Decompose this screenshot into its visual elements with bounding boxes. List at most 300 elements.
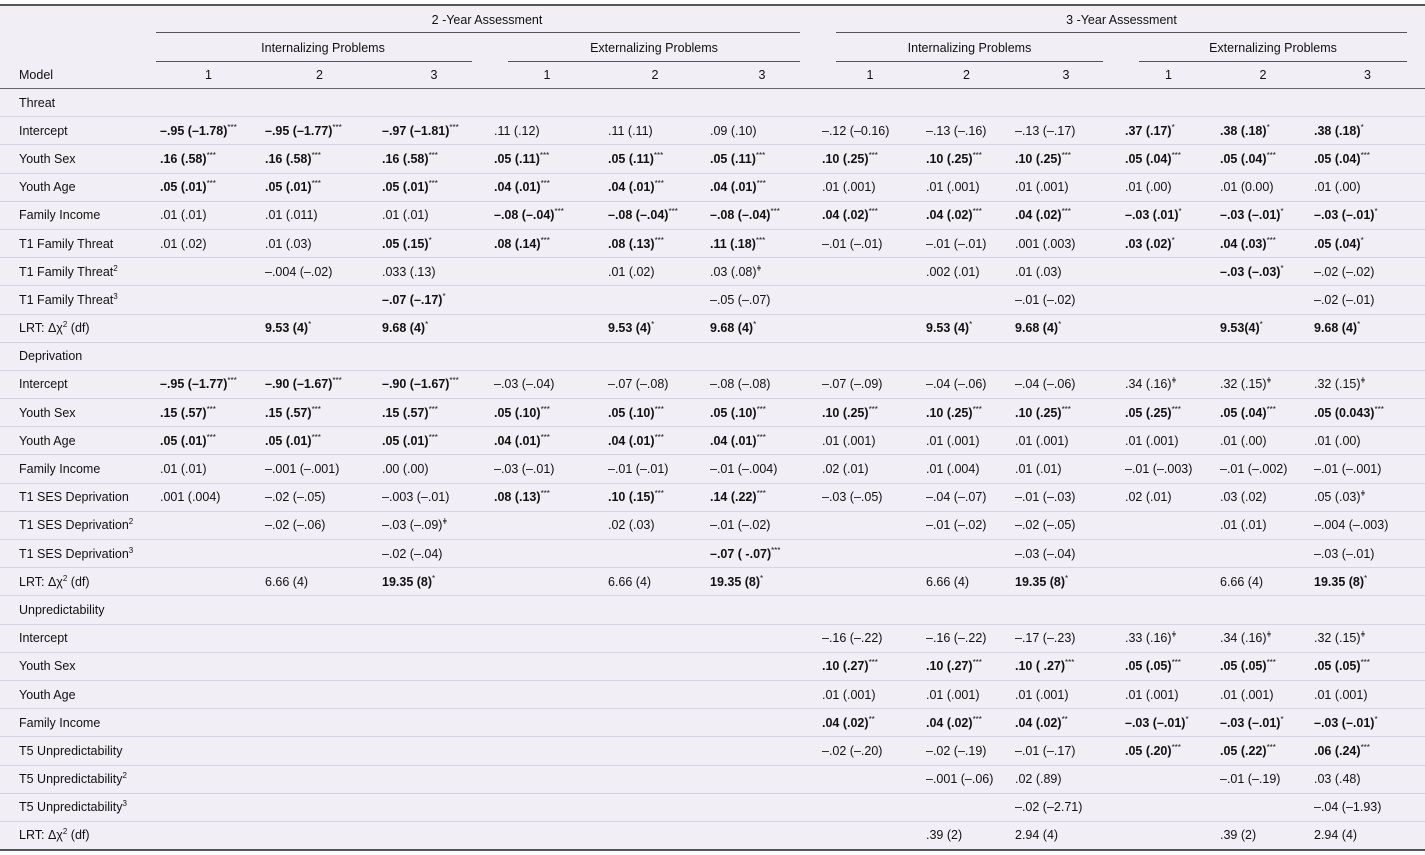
table-cell: [378, 314, 490, 342]
table-cell: [261, 624, 378, 652]
cell-value: –.90 (–1.67): [382, 377, 450, 392]
row-label: [0, 314, 156, 342]
row-label-text: T1 SES Deprivation: [19, 518, 129, 533]
table-cell: [604, 314, 706, 342]
cell-value: .01 (.001): [926, 687, 980, 702]
cell-value: 9.53 (4): [608, 321, 652, 336]
table-cell: [706, 455, 818, 483]
row-label-superscript: 2: [122, 771, 127, 781]
cell-value: –.95 (–1.77): [265, 123, 333, 138]
significance-marker: *: [1266, 122, 1270, 132]
table-cell: [156, 286, 261, 314]
significance-marker: ǂ: [756, 263, 762, 273]
table-cell: [1121, 709, 1216, 737]
table-cell: [706, 314, 818, 342]
table-cell: [1216, 652, 1310, 680]
table-cell: [261, 765, 378, 793]
table-cell: [261, 258, 378, 286]
table-cell: [1310, 483, 1425, 511]
cell-value: –.02 (–.06): [265, 518, 326, 533]
significance-marker: **: [1061, 714, 1068, 724]
table-cell: [378, 201, 490, 229]
row-label-text: T1 Family Threat: [19, 292, 114, 307]
table-cell: [818, 540, 922, 568]
table-cell: [706, 511, 818, 539]
table-cell: [490, 652, 604, 680]
cell-value: 19.35 (8): [1314, 574, 1365, 589]
table-cell: [156, 821, 261, 850]
table-cell: [706, 258, 818, 286]
significance-marker: ***: [540, 404, 550, 414]
row-label-text: Family Income: [19, 462, 101, 477]
cell-value: .04 (.01): [494, 180, 541, 195]
table-cell: [1216, 201, 1310, 229]
cell-value: –.03 (–.01): [1314, 715, 1375, 730]
cell-value: –.01 (–.004): [710, 462, 778, 477]
cell-value: –.07 ( -.07): [710, 546, 772, 561]
cell-value: .04 (.02): [822, 715, 869, 730]
table-cell: [818, 173, 922, 201]
cell-value: .05 (0.043): [1314, 405, 1375, 420]
table-cell: [1121, 399, 1216, 427]
cell-value: .02 (.01): [1125, 490, 1172, 505]
cell-value: 6.66 (4): [608, 574, 652, 589]
table-cell: [156, 455, 261, 483]
table-cell: [706, 427, 818, 455]
cell-value: –.01 (–.01): [926, 236, 987, 251]
significance-marker: *: [1185, 714, 1189, 724]
table-cell: [818, 427, 922, 455]
table-cell: [1216, 229, 1310, 257]
cell-value: .00 (.00): [382, 462, 429, 477]
table-cell: [261, 483, 378, 511]
cell-value: .01 (.03): [265, 236, 312, 251]
significance-marker: ***: [771, 545, 781, 555]
table-cell: [490, 399, 604, 427]
cell-value: –.08 (–.04): [710, 208, 771, 223]
table-cell: [604, 624, 706, 652]
significance-marker: ***: [770, 207, 780, 217]
table-cell: [1011, 286, 1121, 314]
row-label: [0, 483, 156, 511]
significance-marker: ***: [1266, 235, 1276, 245]
cell-value: .32 (.15): [1314, 631, 1361, 646]
significance-marker: ***: [311, 432, 321, 442]
significance-marker: ǂ: [1171, 630, 1177, 640]
cell-value: 19.35 (8): [710, 574, 761, 589]
table-row: [0, 737, 1425, 765]
table-cell: [818, 117, 922, 145]
significance-marker: ***: [1360, 150, 1370, 160]
table-cell: [604, 793, 706, 821]
header-model-number: 2: [261, 62, 378, 89]
cell-value: .05 (.04): [1220, 405, 1267, 420]
significance-marker: ***: [206, 404, 216, 414]
cell-value: .08 (.14): [494, 236, 541, 251]
table-cell: [818, 652, 922, 680]
table-cell: [156, 737, 261, 765]
significance-marker: ***: [428, 150, 438, 160]
table-cell: [604, 427, 706, 455]
table-row: [0, 258, 1425, 286]
table-cell: [1121, 455, 1216, 483]
table-cell: [490, 229, 604, 257]
cell-value: .01 (.03): [1015, 264, 1062, 279]
table-row: [0, 399, 1425, 427]
cell-value: –.13 (–.17): [1015, 123, 1076, 138]
table-cell: [378, 511, 490, 539]
cell-value: .05 (.01): [382, 433, 429, 448]
cell-value: –.07 (–.09): [822, 377, 883, 392]
table-cell: [1310, 427, 1425, 455]
table-cell: [261, 117, 378, 145]
significance-marker: ***: [1171, 404, 1181, 414]
cell-value: .05 (.04): [1314, 151, 1361, 166]
table-cell: [1011, 229, 1121, 257]
table-cell: [1011, 483, 1121, 511]
table-cell: [1121, 483, 1216, 511]
table-cell: [604, 737, 706, 765]
table-cell: [490, 455, 604, 483]
table-cell: [490, 117, 604, 145]
row-label-superscript: 2: [128, 517, 134, 527]
significance-marker: ***: [868, 658, 878, 668]
cell-value: .02 (.89): [1015, 772, 1062, 787]
cell-value: .10 (.27): [822, 659, 869, 674]
cell-value: .04 (.02): [1015, 715, 1062, 730]
table-cell: [706, 652, 818, 680]
header-model-number: 1: [1121, 62, 1216, 89]
cell-value: –.02 (–.19): [926, 743, 987, 758]
cell-value: –.03 (–.01): [494, 462, 555, 477]
significance-marker: ***: [654, 235, 664, 245]
cell-value: .01 (0.00): [1220, 180, 1274, 195]
table-cell: [818, 568, 922, 596]
table-cell: [378, 821, 490, 850]
table-cell: [261, 455, 378, 483]
section-row: [0, 89, 1425, 117]
table-cell: [490, 624, 604, 652]
table-cell: [1310, 229, 1425, 257]
header-model-label: Model: [0, 62, 156, 89]
cell-value: .05 (.10): [608, 405, 655, 420]
cell-value: –.01 (–.01): [822, 236, 883, 251]
cell-value: –.01 (–.03): [1015, 490, 1076, 505]
header-3y-externalizing: Externalizing Problems: [1121, 33, 1425, 62]
table-cell: [604, 709, 706, 737]
table-cell: [604, 652, 706, 680]
table-cell: [1310, 793, 1425, 821]
cell-value: .05 (.20): [1125, 743, 1172, 758]
cell-value: –.001 (–.001): [265, 462, 340, 477]
cell-value: .08 (.13): [608, 236, 655, 251]
table-cell: [261, 286, 378, 314]
cell-value: .05 (.01): [160, 433, 207, 448]
significance-marker: ***: [1171, 658, 1181, 668]
table-cell: [604, 483, 706, 511]
cell-value: .01 (.02): [608, 264, 655, 279]
table-cell: [156, 229, 261, 257]
significance-marker: ***: [1374, 404, 1384, 414]
row-label-text: Intercept: [19, 123, 68, 138]
table-header: [0, 5, 1425, 89]
significance-marker: *: [1374, 714, 1378, 724]
table-row: [0, 145, 1425, 173]
row-label: [0, 455, 156, 483]
cell-value: 9.68 (4): [1314, 321, 1358, 336]
cell-value: .01 (.01): [382, 208, 429, 223]
table-cell: [604, 455, 706, 483]
table-cell: [1310, 455, 1425, 483]
cell-value: –.02 (–.05): [1015, 518, 1076, 533]
table-cell: [818, 370, 922, 398]
table-row: [0, 314, 1425, 342]
table-cell: [706, 568, 818, 596]
table-cell: [1121, 624, 1216, 652]
table-cell: [922, 258, 1011, 286]
table-cell: [1310, 624, 1425, 652]
table-row: [0, 821, 1425, 850]
row-label: [0, 286, 156, 314]
cell-value: .02 (.03): [608, 518, 655, 533]
significance-marker: ***: [755, 150, 766, 160]
table-cell: [818, 286, 922, 314]
cell-value: .03 (.02): [1125, 236, 1172, 251]
table-cell: [706, 793, 818, 821]
cell-value: –.02 (–.04): [382, 546, 443, 561]
row-label-text: LRT: Δχ: [19, 828, 63, 843]
significance-marker: ***: [311, 150, 321, 160]
table-cell: [378, 117, 490, 145]
header-2-year: 2 -Year Assessment: [156, 5, 818, 33]
significance-marker: ***: [868, 150, 878, 160]
significance-marker: ǂ: [1360, 376, 1366, 386]
table-cell: [604, 399, 706, 427]
row-label: [0, 737, 156, 765]
cell-value: –.004 (–.02): [265, 264, 333, 279]
cell-value: .01 (.00): [1220, 433, 1267, 448]
table-cell: [922, 511, 1011, 539]
cell-value: .01 (.001): [926, 433, 980, 448]
row-label-tail: (df): [67, 574, 90, 589]
cell-value: .05 (.22): [1220, 743, 1267, 758]
table-cell: [490, 173, 604, 201]
table-cell: [604, 173, 706, 201]
cell-value: .34 (.16): [1220, 631, 1267, 646]
significance-marker: ***: [1171, 742, 1181, 752]
cell-value: .03 (.02): [1220, 490, 1267, 505]
cell-value: .10 ( .27): [1015, 659, 1066, 674]
table-cell: [604, 117, 706, 145]
table-cell: [1216, 117, 1310, 145]
cell-value: .04 (.02): [926, 715, 973, 730]
row-label: [0, 821, 156, 850]
table-cell: [1121, 286, 1216, 314]
cell-value: –.01 (–.01): [608, 462, 669, 477]
table-cell: [261, 399, 378, 427]
table-cell: [818, 680, 922, 708]
table-cell: [378, 737, 490, 765]
table-cell: [1121, 427, 1216, 455]
table-cell: [706, 201, 818, 229]
row-label-superscript: 3: [122, 799, 127, 809]
significance-marker: *: [1178, 207, 1182, 217]
row-label-text: Youth Sex: [19, 151, 76, 166]
table-cell: [1011, 540, 1121, 568]
cell-value: –.05 (–.07): [710, 292, 771, 307]
table-cell: [1011, 145, 1121, 173]
table-cell: [261, 511, 378, 539]
header-model-number: 3: [706, 62, 818, 89]
table-cell: [706, 173, 818, 201]
header-blank: [0, 5, 156, 33]
table-cell: [1121, 737, 1216, 765]
table-cell: [378, 258, 490, 286]
table-cell: [490, 765, 604, 793]
significance-marker: ***: [868, 207, 878, 217]
header-blank-2: [0, 33, 156, 62]
cell-value: .37 (.17): [1125, 123, 1172, 138]
table-row: [0, 286, 1425, 314]
table-cell: [1310, 201, 1425, 229]
cell-value: .10 (.25): [926, 151, 973, 166]
table-cell: [490, 737, 604, 765]
cell-value: .02 (.01): [822, 462, 869, 477]
table-cell: [156, 765, 261, 793]
significance-marker: ***: [654, 179, 664, 189]
cell-value: 9.53 (4): [926, 321, 970, 336]
table-cell: [261, 680, 378, 708]
row-label-text: Youth Sex: [19, 659, 76, 674]
table-cell: [378, 680, 490, 708]
significance-marker: ***: [539, 150, 550, 160]
table-cell: [261, 821, 378, 850]
row-label-text: LRT: Δχ: [19, 574, 63, 589]
cell-value: 9.68 (4): [382, 321, 426, 336]
table-cell: [818, 793, 922, 821]
significance-marker: *: [1171, 122, 1175, 132]
table-cell: [922, 765, 1011, 793]
cell-value: .04 (.01): [608, 180, 655, 195]
cell-value: .05 (.01): [265, 433, 312, 448]
table-cell: [1310, 314, 1425, 342]
cell-value: –.02 (–.20): [822, 743, 883, 758]
cell-value: .16 (.58): [160, 151, 207, 166]
cell-value: .05 (.01): [382, 180, 429, 195]
significance-marker: *: [1280, 207, 1284, 217]
cell-value: –.01 (–.002): [1220, 462, 1288, 477]
significance-marker: ***: [540, 179, 550, 189]
cell-value: –.12 (–0.16): [822, 123, 890, 138]
significance-marker: *: [425, 320, 429, 330]
significance-marker: *: [760, 573, 764, 583]
cell-value: .04 (.01): [608, 433, 655, 448]
table-cell: [1216, 145, 1310, 173]
table-cell: [261, 540, 378, 568]
table-row: [0, 624, 1425, 652]
row-label: [0, 511, 156, 539]
table-cell: [1216, 173, 1310, 201]
cell-value: .01 (.01): [1220, 518, 1267, 533]
cell-value: .39 (2): [926, 828, 963, 843]
cell-value: .10 (.25): [1015, 405, 1062, 420]
table-cell: [706, 399, 818, 427]
row-label-superscript: 2: [62, 320, 68, 330]
cell-value: –.01 (–.02): [926, 518, 987, 533]
significance-marker: ***: [227, 122, 237, 132]
header-model-number: 1: [818, 62, 922, 89]
table-cell: [1121, 652, 1216, 680]
table-cell: [818, 399, 922, 427]
table-cell: [490, 286, 604, 314]
cell-value: 9.68 (4): [710, 321, 754, 336]
header-model-number: 3: [1011, 62, 1121, 89]
table-cell: [1121, 821, 1216, 850]
significance-marker: *: [442, 291, 446, 301]
cell-value: 6.66 (4): [265, 574, 309, 589]
table-cell: [1216, 427, 1310, 455]
significance-marker: ***: [972, 658, 982, 668]
header-model-number: 3: [1310, 62, 1425, 89]
cell-value: .04 (.03): [1220, 236, 1267, 251]
table-cell: [818, 624, 922, 652]
table-cell: [1310, 145, 1425, 173]
table-cell: [378, 793, 490, 821]
cell-value: –.004 (–.003): [1314, 518, 1389, 533]
table-cell: [156, 399, 261, 427]
cell-value: –.04 (–.06): [926, 377, 987, 392]
table-cell: [922, 399, 1011, 427]
table-cell: [378, 370, 490, 398]
cell-value: –.16 (–.22): [926, 631, 987, 646]
table-row: [0, 173, 1425, 201]
significance-marker: ǂ: [1266, 376, 1272, 386]
cell-value: .01 (.001): [1125, 687, 1179, 702]
significance-marker: *: [1171, 235, 1175, 245]
table-cell: [378, 455, 490, 483]
cell-value: .01 (.001): [822, 433, 876, 448]
cell-value: –.02 (–.02): [1314, 264, 1375, 279]
table-cell: [922, 201, 1011, 229]
row-label-text: Intercept: [19, 377, 68, 392]
table-cell: [922, 314, 1011, 342]
cell-value: .15 (.57): [265, 405, 312, 420]
table-cell: [378, 173, 490, 201]
table-body: [0, 89, 1425, 851]
row-label: [0, 793, 156, 821]
header-model-number: 1: [156, 62, 261, 89]
row-label-superscript: 2: [62, 573, 68, 583]
row-label: [0, 765, 156, 793]
table-cell: [490, 483, 604, 511]
table-cell: [490, 709, 604, 737]
header-2y-externalizing: Externalizing Problems: [490, 33, 818, 62]
cell-value: .05 (.01): [160, 180, 207, 195]
significance-marker: ***: [428, 404, 438, 414]
table-cell: [1216, 399, 1310, 427]
table-row: [0, 201, 1425, 229]
section-label: Deprivation: [0, 342, 1425, 370]
row-label: [0, 370, 156, 398]
cell-value: .01 (.001): [1314, 687, 1368, 702]
table-cell: [1121, 314, 1216, 342]
cell-value: .05 (.03): [1314, 490, 1361, 505]
cell-value: .06 (.24): [1314, 743, 1361, 758]
cell-value: .10 (.15): [608, 490, 655, 505]
row-label-text: T1 Family Threat: [19, 264, 114, 279]
table-cell: [156, 370, 261, 398]
table-cell: [156, 258, 261, 286]
